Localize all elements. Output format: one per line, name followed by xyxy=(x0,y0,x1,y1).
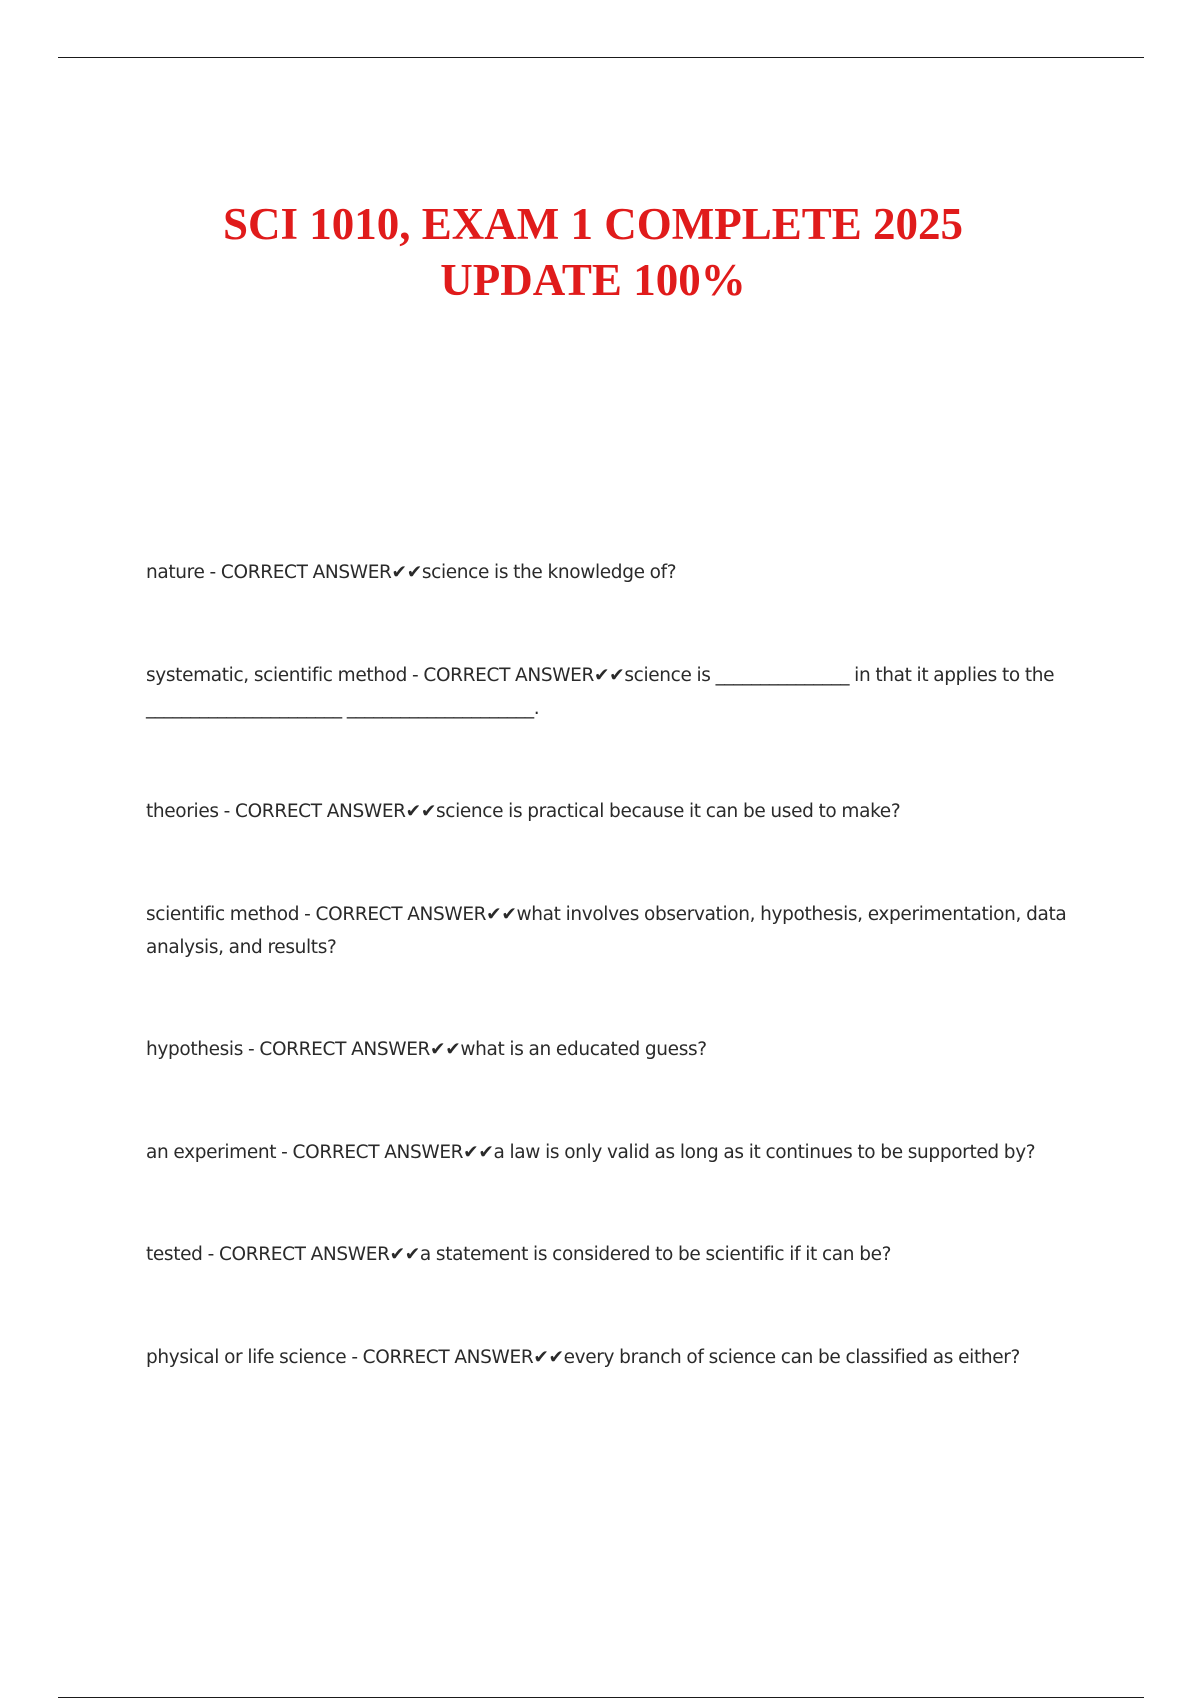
title-line-2: UPDATE 100% xyxy=(440,255,746,305)
qa-item: physical or life science - CORRECT ANSWER✔✔every branch of science can be classified as either? xyxy=(146,1347,1020,1368)
bottom-rule xyxy=(58,1697,1144,1698)
qa-item: scientific method - CORRECT ANSWER✔✔what involves observation, hypothesis, experimentation, data analysis, and results? xyxy=(146,904,1067,958)
qa-item: an experiment - CORRECT ANSWER✔✔a law is only valid as long as it continues to be supported by? xyxy=(146,1142,1036,1163)
top-rule xyxy=(58,57,1144,58)
qa-item: tested - CORRECT ANSWER✔✔a statement is considered to be scientific if it can be? xyxy=(146,1244,892,1265)
qa-item: theories - CORRECT ANSWER✔✔science is practical because it can be used to make? xyxy=(146,801,901,822)
title-line-1: SCI 1010, EXAM 1 COMPLETE 2025 xyxy=(222,199,964,249)
qa-item: nature - CORRECT ANSWER✔✔science is the knowledge of? xyxy=(146,562,677,583)
qa-item: systematic, scientific method - CORRECT ANSWER✔✔science is _______________ in that it applies to the ______________________ _____________________. xyxy=(146,665,1055,719)
document-title xyxy=(0,196,1186,308)
qa-item: hypothesis - CORRECT ANSWER✔✔what is an educated guess? xyxy=(146,1039,707,1060)
